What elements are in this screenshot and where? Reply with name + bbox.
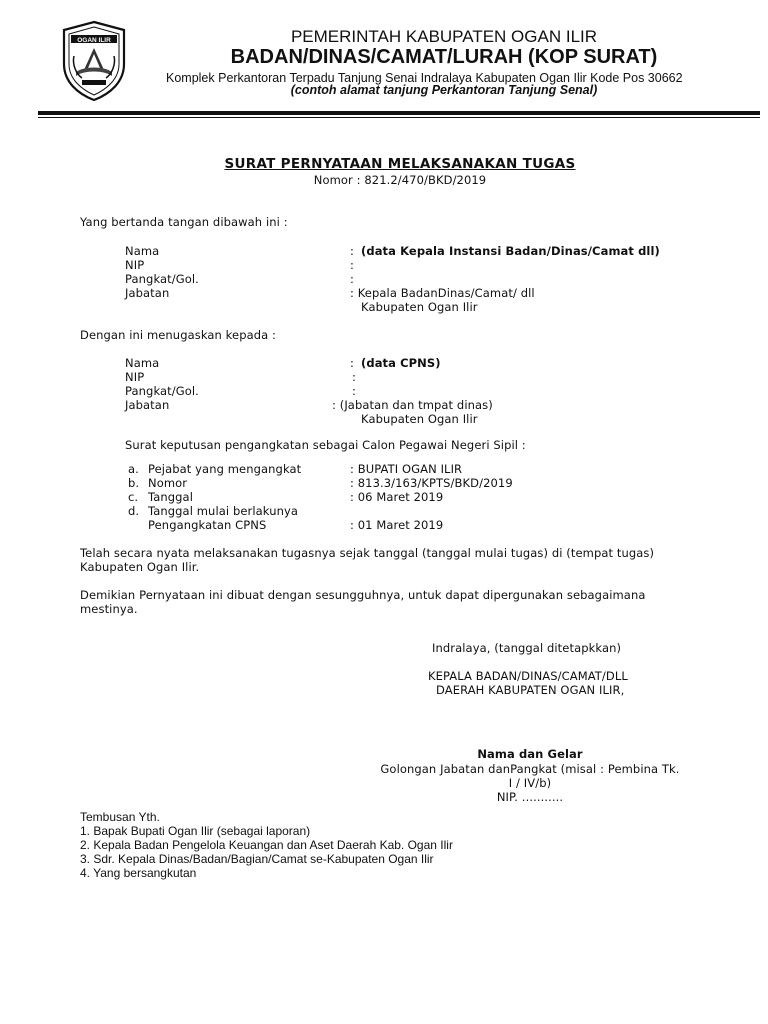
kop-government: PEMERINTAH KABUPATEN OGAN ILIR <box>290 27 598 46</box>
tembusan-item: 4. Yang bersangkutan <box>80 866 197 880</box>
assignee-pangkat-colon: : <box>352 384 356 398</box>
letter-title: SURAT PERNYATAAN MELAKSANAKAN TUGAS <box>224 156 576 172</box>
signer-jabatan-value: : Kepala BadanDinas/Camat/ dll <box>350 286 535 300</box>
sk-intro-text: Surat keputusan pengangkatan sebagai Calon Pegawai Negeri Sipil : <box>125 438 526 452</box>
kop-rule-thin <box>38 117 760 118</box>
signer-title-2: DAERAH KABUPATEN OGAN ILIR, <box>436 683 625 697</box>
signer-jabatan-label: Jabatan <box>125 286 170 300</box>
sk-item-c-letter: c. <box>128 490 139 504</box>
paragraph-1-line-2: Kabupaten Ogan Ilir. <box>80 560 200 574</box>
sk-item-c-label: Tanggal <box>148 490 193 504</box>
sk-item-d-label: Tanggal mulai berlakunya <box>148 504 299 518</box>
signer-nama-colon: : <box>350 244 354 258</box>
sign-rank-1: Golongan Jabatan danPangkat (misal : Pembina Tk. <box>380 762 680 776</box>
assignee-nama-value: (data CPNS) <box>361 356 441 370</box>
kop-address: Komplek Perkantoran Terpadu Tanjung Senai Indralaya Kabupaten Ogan Ilir Kode Pos 30662 <box>166 71 683 85</box>
assignee-pangkat-label: Pangkat/Gol. <box>125 384 199 398</box>
sign-nip: NIP. ........... <box>496 790 564 804</box>
signer-title-1: KEPALA BADAN/DINAS/CAMAT/DLL <box>428 669 628 683</box>
signer-nip-label: NIP <box>125 258 145 272</box>
kop-office: BADAN/DINAS/CAMAT/LURAH (KOP SURAT) <box>230 46 658 68</box>
sk-item-d-label-2: Pengangkatan CPNS <box>148 518 267 532</box>
assignee-nip-label: NIP <box>125 370 145 384</box>
signer-pangkat-colon: : <box>350 272 354 286</box>
assignee-jabatan-value: : (Jabatan dan tmpat dinas) <box>332 398 493 412</box>
sk-item-d-letter: d. <box>128 504 140 518</box>
assignee-nama-label: Nama <box>125 356 160 370</box>
tembusan-item: 2. Kepala Badan Pengelola Keuangan dan Aset Daerah Kab. Ogan Ilir <box>80 838 453 852</box>
signer-nama-label: Nama <box>125 244 160 258</box>
assignee-nama-colon: : <box>350 356 354 370</box>
tembusan-item: 1. Bapak Bupati Ogan Ilir (sebagai laporan) <box>80 824 311 838</box>
svg-text:OGAN ILIR: OGAN ILIR <box>77 37 111 44</box>
sk-item-c-value: : 06 Maret 2019 <box>350 490 444 504</box>
kop-rule-thick <box>38 111 760 115</box>
sign-name: Nama dan Gelar <box>477 747 583 761</box>
kop-address-example-text: contoh alamat tanjung Perkantoran Tanjung Senal <box>294 83 594 97</box>
kop-address-example: (contoh alamat tanjung Perkantoran Tanjung Senal) <box>290 83 598 97</box>
signer-nip-colon: : <box>350 258 354 272</box>
sk-item-d-value: : 01 Maret 2019 <box>350 518 444 532</box>
paragraph-2-line-1: Demikian Pernyataan ini dibuat dengan sesungguhnya, untuk dapat dipergunakan sebagaimana <box>80 588 646 602</box>
assignee-jabatan-value-2: Kabupaten Ogan Ilir <box>361 412 478 426</box>
place-date: Indralaya, (tanggal ditetapkkan) <box>432 641 622 655</box>
paragraph-1-line-1: Telah secara nyata melaksanakan tugasnya sejak tanggal (tanggal mulai tugas) di (tempat tugas) <box>80 546 655 560</box>
paragraph-2-line-2: mestinya. <box>80 602 138 616</box>
signer-pangkat-label: Pangkat/Gol. <box>125 272 199 286</box>
assign-intro-text: Dengan ini menugaskan kepada : <box>80 328 277 342</box>
sk-item-a-label: Pejabat yang mengangkat <box>148 462 302 476</box>
sk-item-b-letter: b. <box>128 476 140 490</box>
assignee-jabatan-label: Jabatan <box>125 398 170 412</box>
sk-item-a-value: : BUPATI OGAN ILIR <box>350 462 463 476</box>
tembusan-heading: Tembusan Yth. <box>80 810 160 824</box>
sk-item-a-letter: a. <box>128 462 139 476</box>
sk-item-b-label: Nomor <box>148 476 188 490</box>
intro-text: Yang bertanda tangan dibawah ini : <box>80 215 288 229</box>
signer-nama-value: (data Kepala Instansi Badan/Dinas/Camat dll) <box>361 244 660 258</box>
signer-jabatan-value-2: Kabupaten Ogan Ilir <box>361 300 478 314</box>
tembusan-item: 3. Sdr. Kepala Dinas/Badan/Bagian/Camat se-Kabupaten Ogan Ilir <box>80 852 434 866</box>
letter-number: Nomor : 821.2/470/BKD/2019 <box>313 173 487 187</box>
sign-rank-2: I / IV/b) <box>508 776 552 790</box>
assignee-nip-colon: : <box>352 370 356 384</box>
sk-item-b-value: : 813.3/163/KPTS/BKD/2019 <box>350 476 513 490</box>
